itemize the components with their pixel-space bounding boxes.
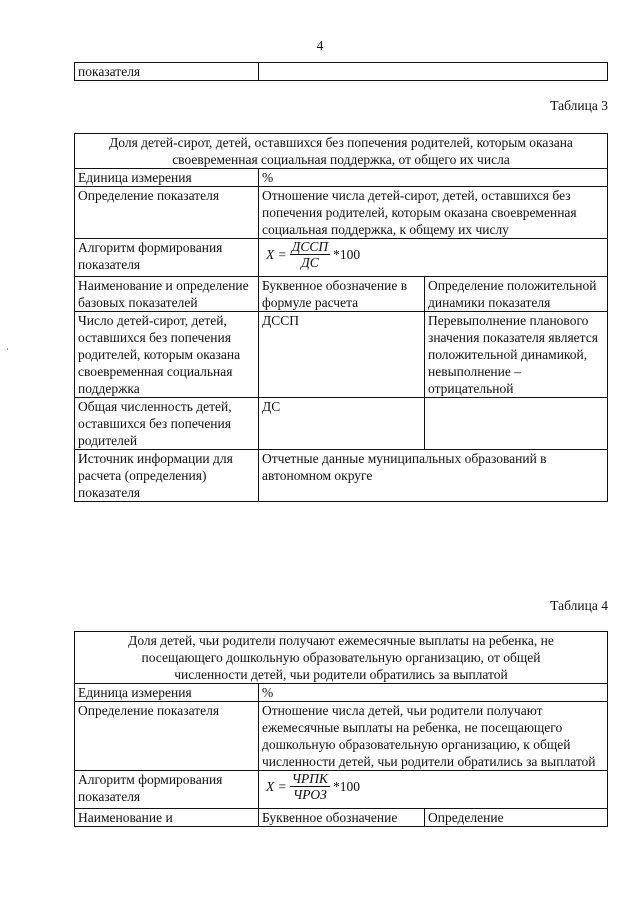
table-row xyxy=(75,312,608,398)
carryover-table xyxy=(74,62,608,81)
scan-artifact xyxy=(7,348,8,350)
page-number: 4 xyxy=(316,38,324,53)
table-row xyxy=(75,398,608,450)
table3-unit-label: Единица измерения xyxy=(75,169,259,187)
table4-col-name: Наименование и xyxy=(75,809,259,827)
formula-denominator: ДС xyxy=(301,255,319,270)
table4-caption: Таблица 4 xyxy=(550,598,608,613)
formula-numerator: ДССП xyxy=(291,239,329,254)
table4-definition-value: Отношение числа детей, чьи родители получают ежемесячные выплаты на ребенка, не посещающего дошкольную образовательную организацию, к общей численности детей, чьи родители обратились за выплатой xyxy=(259,702,608,771)
table3 xyxy=(74,133,608,502)
formula-lhs: X = xyxy=(266,779,287,794)
table3-algorithm-label: Алгоритм формирования показателя xyxy=(75,239,259,277)
table4 xyxy=(74,631,608,827)
table3-source-label: Источник информации для расчета (определения) показателя xyxy=(75,450,259,502)
table3-row1-name: Число детей-сирот, детей, оставшихся без попечения родителей, которым оказана своевременная социальная поддержка xyxy=(75,312,259,398)
table4-unit-value: % xyxy=(259,684,608,702)
table3-col-symbol: Буквенное обозначение в формуле расчета xyxy=(259,277,425,312)
table4-algorithm-label: Алгоритм формирования показателя xyxy=(75,771,259,809)
formula-denominator: ЧРОЗ xyxy=(292,787,327,802)
carryover-empty-cell xyxy=(259,63,608,81)
table3-col-dynamics: Определение положительной динамики показателя xyxy=(425,277,608,312)
table3-definition-value: Отношение числа детей-сирот, детей, оставшихся без попечения родителей, которым оказана своевременная социальная поддержка, к общему их числу xyxy=(259,187,608,239)
formula-numerator: ЧРПК xyxy=(291,771,328,786)
table3-caption: Таблица 3 xyxy=(550,98,608,113)
table4-formula xyxy=(259,771,608,809)
table4-unit-label: Единица измерения xyxy=(75,684,259,702)
table3-formula xyxy=(259,239,608,277)
table4-col-symbol: Буквенное обозначение xyxy=(259,809,425,827)
table3-definition-label: Определение показателя xyxy=(75,187,259,239)
table3-header: Доля детей-сирот, детей, оставшихся без попечения родителей, которым оказана своевременная социальная поддержка, от общего их числа xyxy=(75,134,608,169)
table4-definition-label: Определение показателя xyxy=(75,702,259,771)
carryover-cell: показателя xyxy=(75,63,259,81)
table3-row2-symbol: ДС xyxy=(259,398,425,450)
table4-col-dynamics: Определение xyxy=(425,809,608,827)
formula-multiplier: *100 xyxy=(333,247,361,262)
table3-row2-name: Общая численность детей, оставшихся без попечения родителей xyxy=(75,398,259,450)
table4-header: Доля детей, чьи родители получают ежемесячные выплаты на ребенка, не посещающего дошкольную образовательную организацию, от общей численности детей, чьи родители обратились за выплатой xyxy=(75,632,608,684)
table3-unit-value: % xyxy=(259,169,608,187)
table3-row1-symbol: ДССП xyxy=(259,312,425,398)
table3-source-value: Отчетные данные муниципальных образований в автономном округе xyxy=(259,450,608,502)
formula-multiplier: *100 xyxy=(333,779,360,794)
table3-row2-dynamics xyxy=(425,398,608,450)
table3-col-name: Наименование и определение базовых показателей xyxy=(75,277,259,312)
formula-lhs: X = xyxy=(266,247,287,262)
table3-row1-dynamics: Перевыполнение планового значения показателя является положительной динамикой, невыполнение – отрицательной xyxy=(425,312,608,398)
